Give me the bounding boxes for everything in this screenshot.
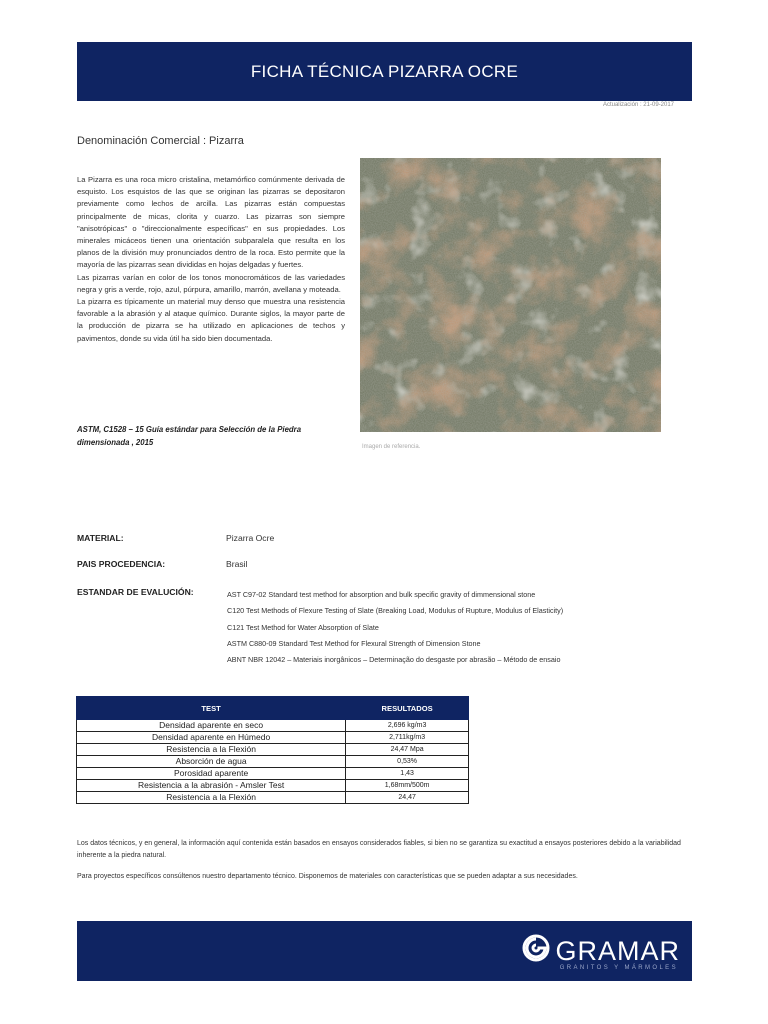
stone-sample-image bbox=[360, 158, 661, 432]
test-name: Absorción de agua bbox=[77, 756, 346, 768]
spec-label: MATERIAL: bbox=[77, 533, 124, 543]
table-header-row bbox=[77, 697, 469, 720]
test-name: Porosidad aparente bbox=[77, 768, 346, 780]
table-row bbox=[77, 720, 469, 732]
standard-item: C120 Test Methods of Flexure Testing of Slate (Breaking Load, Modulus of Rupture, Modulus of Elasticity) bbox=[227, 606, 564, 616]
spec-value: Pizarra Ocre bbox=[226, 533, 275, 543]
image-caption: Imagen de referencia. bbox=[362, 444, 421, 450]
test-name: Resistencia a la Flexión bbox=[77, 792, 346, 804]
standard-item: ABNT NBR 12042 – Materiais inorgânicos – Determinação do desgaste por abrasão – Método de ensaio bbox=[227, 655, 561, 665]
logo-subtext: GRANITOS Y MÁRMOLES bbox=[559, 965, 678, 971]
spec-label: PAIS PROCEDENCIA: bbox=[77, 559, 166, 569]
logo-text: GRAMAR bbox=[555, 935, 680, 966]
update-date: Actualización : 21-09-2017 bbox=[602, 102, 674, 108]
footer-band bbox=[77, 921, 692, 981]
description-paragraph: Las pizarras varían en color de los tonos monocromáticos de las variedades negra y gris a verde, rojo, azul, púrpura, amarillo, marrón, avellana y moteada. bbox=[77, 272, 345, 294]
test-name: Densidad aparente en Húmedo bbox=[77, 732, 346, 744]
gramar-logo bbox=[521, 933, 680, 968]
spec-value: Brasil bbox=[226, 559, 248, 569]
test-result: 2,696 kg/m3 bbox=[346, 720, 469, 732]
column-header-test: TEST bbox=[77, 697, 346, 720]
test-result: 1,68mm/500m bbox=[346, 780, 469, 792]
standard-item: C121 Test Method for Water Absorption of Slate bbox=[227, 622, 379, 632]
table-row bbox=[77, 744, 469, 756]
test-result: 0,53% bbox=[346, 756, 469, 768]
test-result: 2,711kg/m3 bbox=[346, 732, 469, 744]
table-row bbox=[77, 768, 469, 780]
table-row bbox=[77, 792, 469, 804]
table-row bbox=[77, 732, 469, 744]
description-paragraph: La pizarra es típicamente un material muy denso que muestra una resistencia favorable a la abrasión y al ataque químico. Durante siglos, la mayor parte de la producción de pizarra se ha utilizado en aplicaciones de techos y pavimentos, donde su vida útil ha sido bien documentada. bbox=[77, 297, 345, 343]
standard-item: AST C97-02 Standard test method for absorption and bulk specific gravity of dimmensional stone bbox=[227, 590, 536, 599]
description bbox=[77, 174, 345, 345]
header-band bbox=[77, 42, 692, 101]
description-paragraph: La Pizarra es una roca micro cristalina, metamórfico comúnmente derivada de esquisto. Los esquistos de las que se originan las pizarras se depositaron previamente como lechos de arcilla. Las pizarras están compuestas principalmente de micas, clorita y cuarzo. Las pizarras son siempre "anisotrópicas" o "direccionalmente específicas" en sus propiedades. Los minerales micáceos tienen una orientación subparalela que resulta en los planos de la división muy pronunciados dentro de la roca. Esto permite que la mayoría de las pizarras sean divididas en hojas delgadas y fuertes. bbox=[77, 175, 345, 270]
test-name: Densidad aparente en seco bbox=[77, 720, 346, 732]
commercial-denomination: Denominación Comercial : Pizarra bbox=[77, 135, 244, 147]
table-row bbox=[77, 756, 469, 768]
astm-reference: ASTM, C1528 – 15 Guía estándar para Selección de la Piedra dimensionada , 2015 bbox=[77, 425, 302, 447]
swirl-logo-icon bbox=[521, 933, 551, 968]
test-result: 24,47 bbox=[346, 792, 469, 804]
test-result: 1,43 bbox=[346, 768, 469, 780]
results-table bbox=[76, 696, 469, 804]
test-name: Resistencia a la Flexión bbox=[77, 744, 346, 756]
column-header-results: RESULTADOS bbox=[346, 697, 469, 720]
test-name: Resistencia a la abrasión - Amsler Test bbox=[77, 780, 346, 792]
contact-note: Para proyectos específicos consúltenos nuestro departamento técnico. Disponemos de materiales con características que se pueden adaptar a sus necesidades. bbox=[77, 873, 578, 880]
table-row bbox=[77, 780, 469, 792]
page-title: FICHA TÉCNICA PIZARRA OCRE bbox=[250, 61, 519, 81]
test-result: 24,47 Mpa bbox=[346, 744, 469, 756]
standards-list bbox=[227, 589, 563, 670]
standard-item: ASTM C880-09 Standard Test Method for Flexural Strength of Dimension Stone bbox=[227, 638, 481, 648]
spec-label: ESTANDAR DE EVALUCIÓN: bbox=[77, 587, 194, 597]
disclaimer-note: Los datos técnicos, y en general, la información aquí contenida están basados en ensayos considerados fiables, si bien no se garantiza su exactitud a ensayos posteriores debido a la variabilidad inherente a la piedra natural. bbox=[77, 840, 681, 859]
